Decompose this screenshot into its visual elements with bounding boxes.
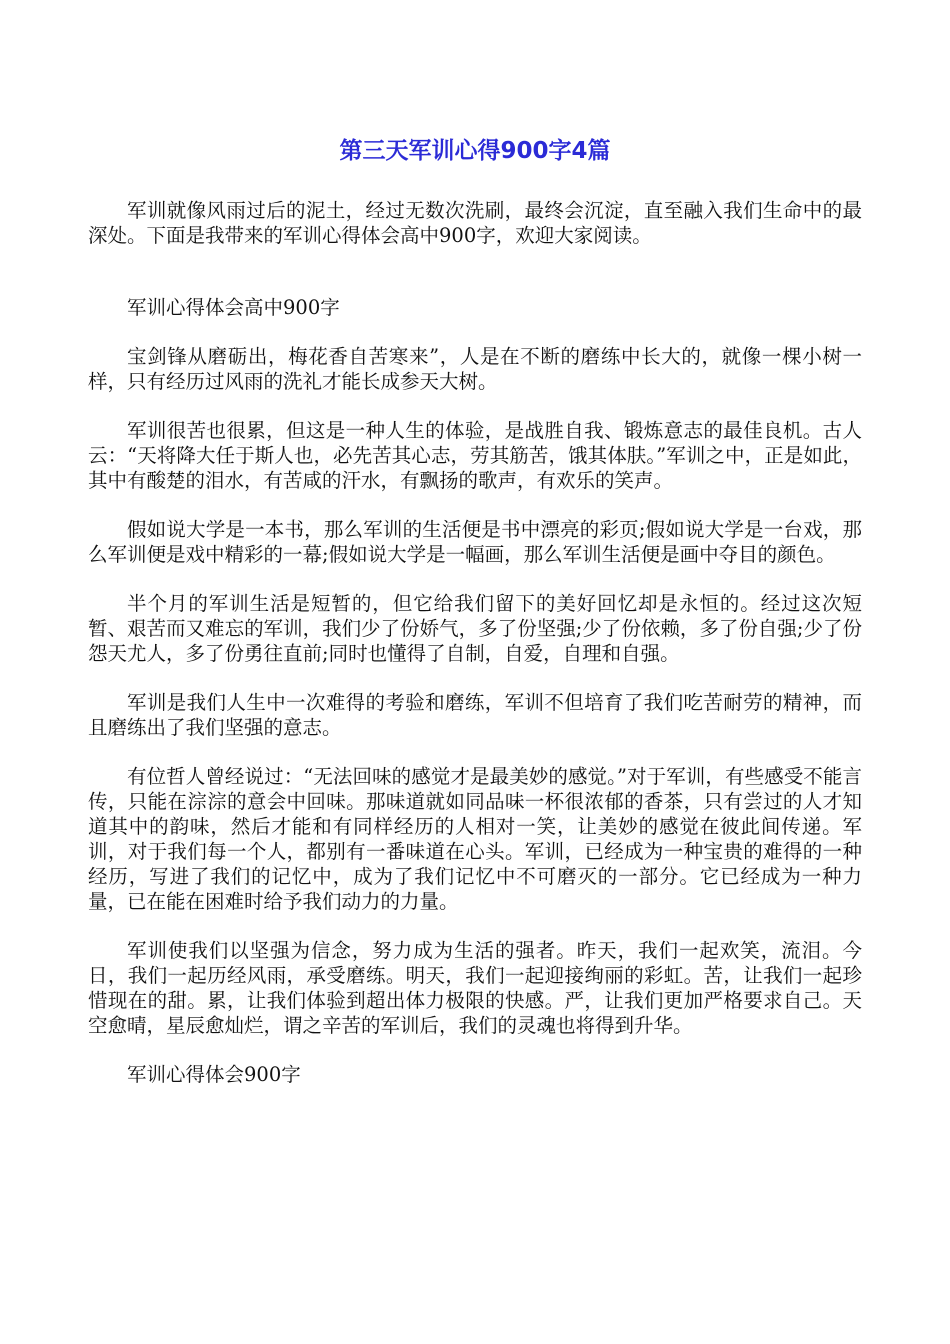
intro-paragraph: 军训就像风雨过后的泥土，经过无数次洗刷，最终会沉淀，直至融入我们生命中的最深处。下面是我带来的军训心得体会高中900字，欢迎大家阅读。 — [88, 199, 862, 247]
document-body — [88, 198, 862, 1111]
body-paragraph: 半个月的军训生活是短暂的，但它给我们留下的美好回忆却是永恒的。经过这次短暂、艰苦而又难忘的军训，我们少了份娇气，多了份坚强;少了份依赖，多了份自强;少了份怨天尤人，多了份勇往直前;同时也懂得了自制，自爱，自理和自强。 — [88, 592, 862, 665]
section-heading: 军训心得体会高中900字 — [127, 296, 340, 319]
body-paragraph: 假如说大学是一本书，那么军训的生活便是书中漂亮的彩页;假如说大学是一台戏，那么军训便是戏中精彩的一幕;假如说大学是一幅画，那么军训生活便是画中夺目的颜色。 — [88, 518, 862, 566]
body-paragraph: 军训使我们以坚强为信念，努力成为生活的强者。昨天，我们一起欢笑，流泪。今日，我们一起历经风雨，承受磨练。明天，我们一起迎接绚丽的彩虹。苦，让我们一起珍惜现在的甜。累，让我们体验到超出体力极限的快感。严，让我们更加严格要求自己。天空愈晴，星辰愈灿烂，谓之辛苦的军训后，我们的灵魂也将得到升华。 — [88, 939, 862, 1037]
body-paragraph: 军训很苦也很累，但这是一种人生的体验，是战胜自我、锻炼意志的最佳良机。古人云：“天将降大任于斯人也，必先苦其心志，劳其筋苦，饿其体肤。”军训之中，正是如此，其中有酸楚的泪水，有苦咸的汗水，有飘扬的歌声，有欢乐的笑声。 — [88, 419, 862, 492]
body-paragraph: 宝剑锋从磨砺出，梅花香自苦寒来”，人是在不断的磨练中长大的，就像一棵小树一样，只有经历过风雨的洗礼才能长成参天大树。 — [88, 345, 862, 393]
body-paragraph: 有位哲人曾经说过：“无法回味的感觉才是最美妙的感觉。”对于军训，有些感受不能言传，只能在淙淙的意会中回味。那味道就如同品味一杯很浓郁的香茶，只有尝过的人才知道其中的韵味，然后才能和有同样经历的人相对一笑，让美妙的感觉在彼此间传递。军训，对于我们每一个人，都别有一番味道在心头。军训，已经成为一种宝贵的难得的一种经历，写进了我们的记忆中，成为了我们记忆中不可磨灭的一部分。它已经成为一种力量，已在能在困难时给予我们动力的力量。 — [88, 765, 862, 913]
section-heading: 军训心得体会900字 — [127, 1063, 301, 1086]
body-paragraph: 军训是我们人生中一次难得的考验和磨练，军训不但培育了我们吃苦耐劳的精神，而且磨练出了我们坚强的意志。 — [88, 691, 862, 739]
document-title: 第三天军训心得900字4篇 — [339, 138, 611, 164]
